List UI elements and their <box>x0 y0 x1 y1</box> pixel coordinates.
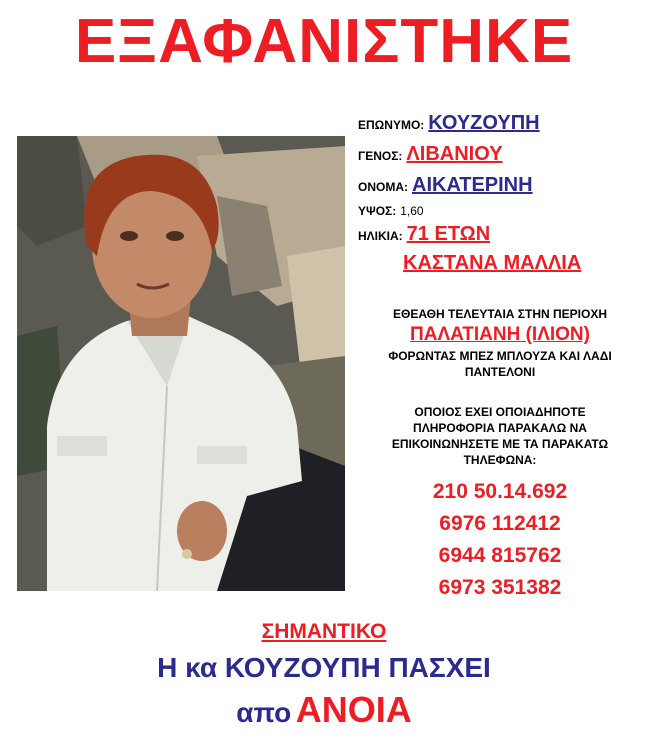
maiden-row <box>358 143 503 166</box>
phone-number: 210 50.14.692 <box>432 480 568 503</box>
clothes-line-2: ΠΑΝΤΕΛΟΝΙ <box>464 365 536 379</box>
name-row <box>358 174 533 197</box>
last-seen-block <box>352 306 648 380</box>
contact-line-4: ΤΗΛΕΦΩΝΑ: <box>463 453 537 467</box>
contact-line-1: ΟΠΟΙΟΣ ΕΧΕΙ ΟΠΟΙΑΔΗΠΟΤΕ <box>414 405 586 419</box>
height-value: 1,60 <box>400 204 424 218</box>
name-value: ΑΙΚΑΤΕΡΙΝΗ <box>412 174 533 196</box>
contact-line-2: ΠΛΗΡΟΦΟΡΙΑ ΠΑΡΑΚΑΛΩ ΝΑ <box>413 421 587 435</box>
surname-value: ΚΟΥΖΟΥΠΗ <box>428 112 540 134</box>
phone-number: 6973 351382 <box>438 576 562 599</box>
maiden-value: ΛΙΒΑΝΙΟΥ <box>406 143 503 165</box>
surname-row <box>358 112 540 135</box>
maiden-label: ΓΕΝΟΣ: <box>358 149 403 163</box>
notice-line-1: Η κα ΚΟΥΖΟΥΠΗ ΠΑΣΧΕΙ <box>157 652 491 683</box>
height-row <box>358 202 424 220</box>
age-label: ΗΛΙΚΙΑ: <box>358 229 403 243</box>
height-label: ΥΨΟΣ: <box>358 204 397 218</box>
phone-list <box>352 476 648 604</box>
important-heading: ΣΗΜΑΝΤΙΚΟ <box>261 620 387 643</box>
name-label: ΟΝΟΜΑ: <box>358 180 408 194</box>
contact-block <box>352 404 648 468</box>
hair-row <box>403 252 581 275</box>
notice-condition: ΑΝΟΙΑ <box>295 689 412 730</box>
missing-person-photo <box>17 136 345 591</box>
notice-prefix: απο <box>236 697 292 728</box>
age-value: 71 ΕΤΩΝ <box>406 223 491 245</box>
last-seen-area: ΠΑΛΑΤΙΑΝΗ (ΙΛΙΟΝ) <box>410 324 590 345</box>
clothes-line-1: ΦΟΡΩΝΤΑΣ ΜΠΕΖ ΜΠΛΟΥΖΑ ΚΑΙ ΛΑΔΙ <box>388 349 612 363</box>
hair-value: ΚΑΣΤΑΝΑ ΜΑΛΛΙΑ <box>403 252 582 274</box>
age-row <box>358 223 490 246</box>
last-seen-line: ΕΘΕΑΘΗ ΤΕΛΕΥΤΑΙΑ ΣΤΗΝ ΠΕΡΙΟΧΗ <box>392 307 607 321</box>
phone-number: 6944 815762 <box>438 544 562 567</box>
phone-number: 6976 112412 <box>439 512 561 535</box>
notice-line-2 <box>0 690 648 738</box>
contact-line-3: ΕΠΙΚΟΙΝΩΝΗΣΕΤΕ ΜΕ ΤΑ ΠΑΡΑΚΑΤΩ <box>391 437 609 451</box>
poster-title: ΕΞΑΦΑΝΙΣΤΗΚΕ <box>74 7 574 76</box>
surname-label: ΕΠΩΝΥΜΟ: <box>358 118 425 132</box>
